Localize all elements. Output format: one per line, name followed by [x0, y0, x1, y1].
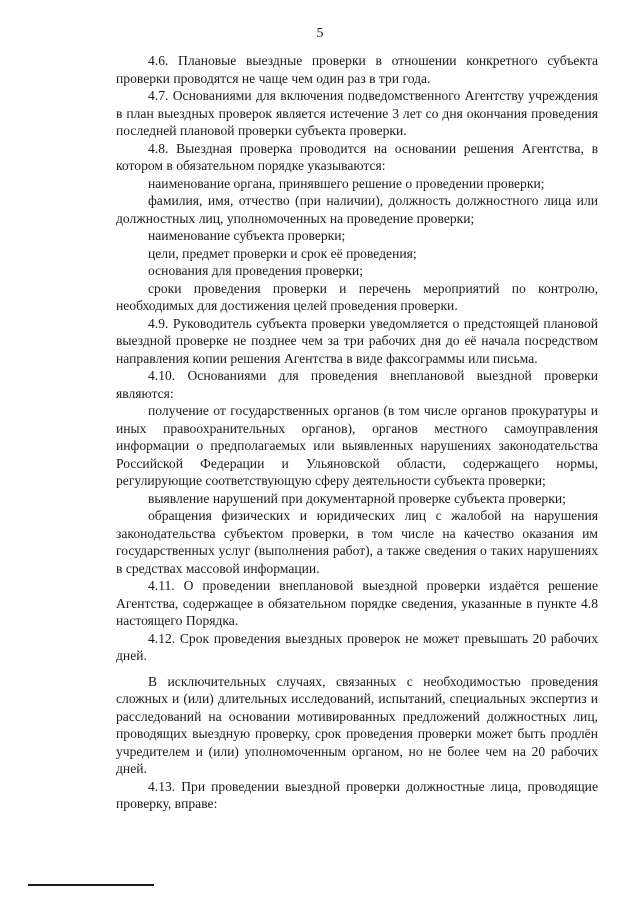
list-item-state-info: получение от государственных органов (в том числе органов прокуратуры и иных правоохранительных органов), органов местного самоуправления информации о предполагаемых или выявленных нарушениях законодательства Российской Федерации и Ульяновской области, содержащего нормы, регулирующие соответствующую сферу деятельности субъекта проверки; — [116, 403, 598, 488]
list-item-violations: выявление нарушений при документарной проверке субъекта проверки; — [148, 490, 566, 506]
list-item-authority-name: наименование органа, принявшего решение о проведении проверки; — [148, 175, 545, 191]
paragraph-4-8: 4.8. Выездная проверка проводится на основании решения Агентства, в котором в обязательном порядке указываются: — [116, 140, 598, 173]
document-body — [116, 52, 598, 813]
paragraph-4-6: 4.6. Плановые выездные проверки в отношении конкретного субъекта проверки проводятся не чаще чем один раз в три года. — [116, 53, 598, 86]
page-number: 5 — [316, 26, 324, 41]
paragraph-4-11: 4.11. О проведении внеплановой выездной проверки издаётся решение Агентства, содержащее в обязательном порядке сведения, указанные в пункте 4.8 настоящего Порядка. — [116, 578, 598, 628]
paragraph-4-12: 4.12. Срок проведения выездных проверок не может превышать 20 рабочих дней. — [116, 630, 598, 663]
list-item-inspector-names: фамилия, имя, отчество (при наличии), должность должностного лица или должностных лиц, уполномоченных на проведение проверки; — [116, 193, 598, 226]
list-item-grounds: основания для проведения проверки; — [148, 263, 363, 278]
paragraph-4-7: 4.7. Основаниями для включения подведомственного Агентству учреждения в план выездных проверок является истечение 3 лет со дня окончания проведения последней плановой проверки субъекта проверки. — [116, 88, 598, 138]
paragraph-4-13: 4.13. При проведении выездной проверки должностные лица, проводящие проверку, вправе: — [116, 778, 598, 811]
paragraph-4-10: 4.10. Основаниями для проведения внеплановой выездной проверки являются: — [116, 368, 598, 401]
list-item-subject-name: наименование субъекта проверки; — [148, 228, 346, 243]
paragraph-4-9: 4.9. Руководитель субъекта проверки уведомляется о предстоящей плановой выездной проверке не позднее чем за три рабочих дня до её начала посредством направления копии решения Агентства в виде факсограммы или письма. — [116, 315, 598, 366]
list-item-goals: цели, предмет проверки и срок её проведения; — [148, 245, 417, 261]
footer-rule — [28, 884, 154, 886]
list-item-complaints: обращения физических и юридических лиц с жалобой на нарушения законодательства субъектом проверки, в том числе на качество оказания им государственных услуг (выполнения работ), а также сведения о таких нарушениях в средствах массовой информации. — [116, 508, 598, 576]
paragraph-exceptional-cases: В исключительных случаях, связанных с необходимостью проведения сложных и (или) длительных исследований, испытаний, специальных экспертиз и расследований на основании мотивированных предложений должностных лиц, проводящих выездную проверку, срок проведения проверки может быть продлён учредителем и (или) уполномоченным органом, но не более чем на 20 рабочих дней. — [116, 673, 598, 776]
list-item-terms: сроки проведения проверки и перечень мероприятий по контролю, необходимых для достижения целей проведения проверки. — [116, 280, 598, 313]
